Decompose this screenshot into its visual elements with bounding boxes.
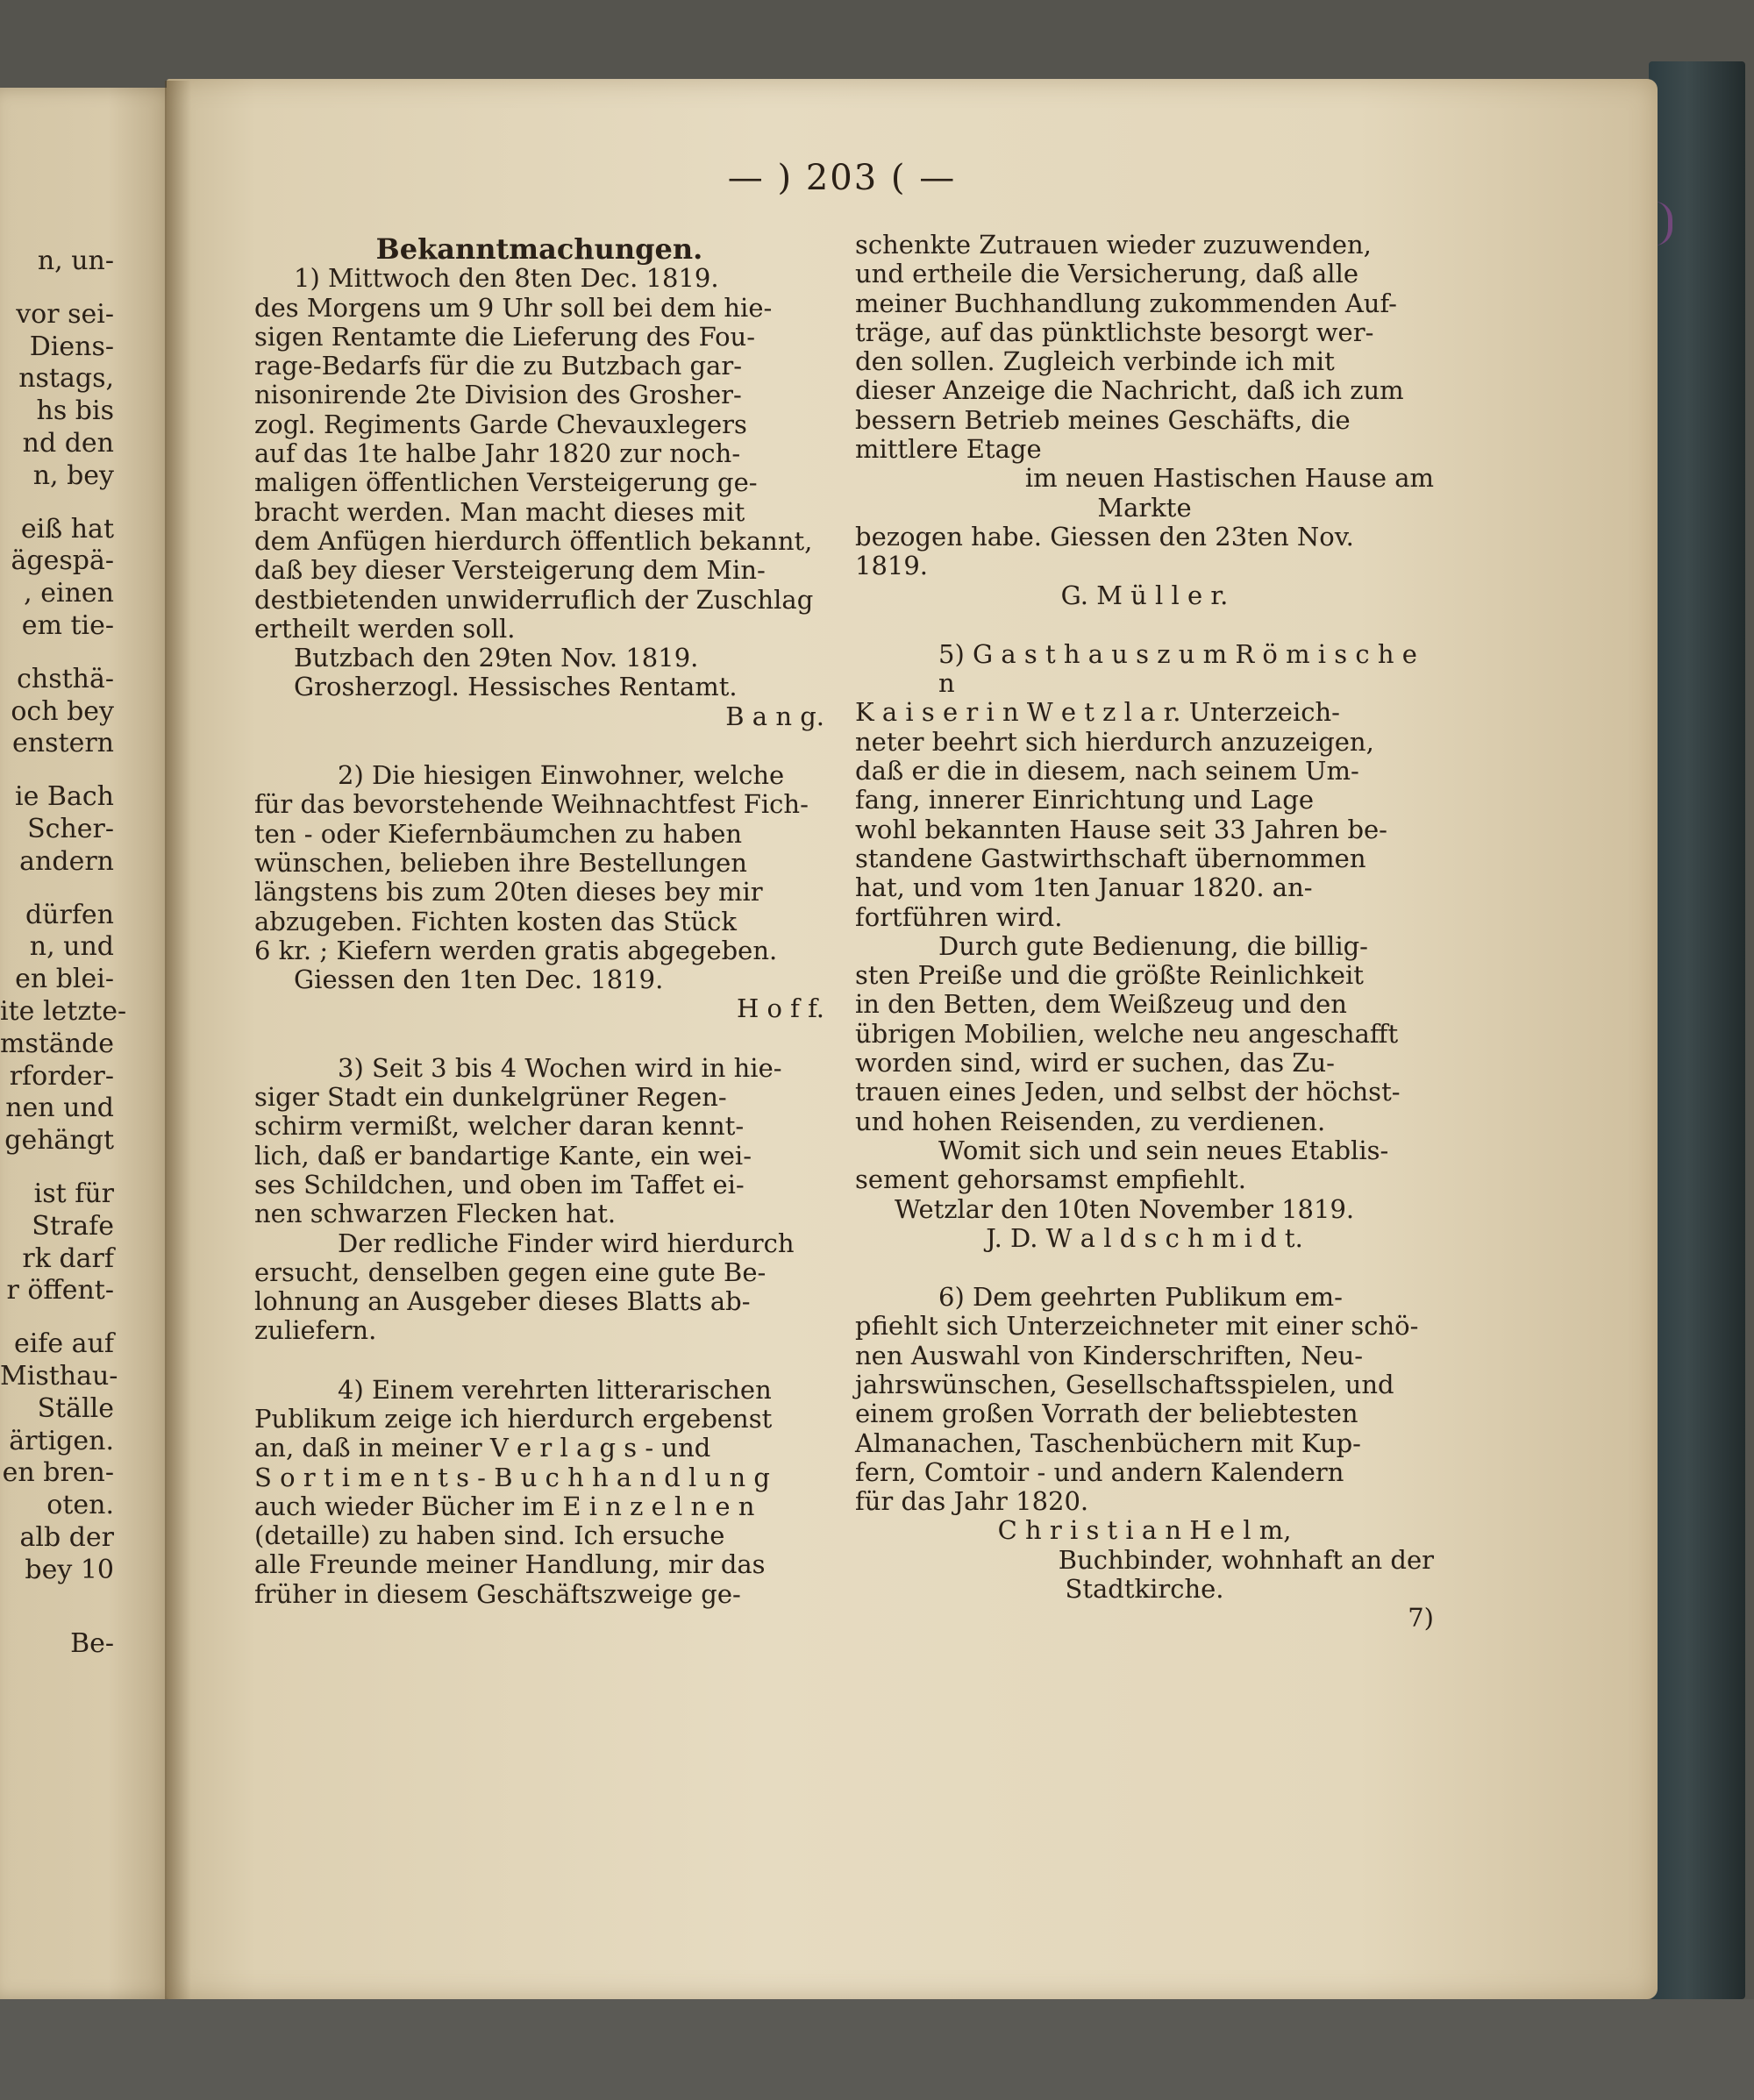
text-line: Grosherzogl. Hessisches Rentamt. — [294, 672, 738, 702]
left-page-fragment-line: dürfen — [25, 899, 114, 930]
text-line: 5) G a s t h a u s z u m R ö m i s c h e n — [938, 638, 1417, 699]
text-line: und ertheile die Versicherung, daß alle — [855, 259, 1359, 289]
text-line: 7) — [1408, 1603, 1434, 1634]
left-page-fragment-line — [0, 1157, 114, 1178]
text-line: K a i s e r i n W e t z l a r. Unterzeich- — [855, 697, 1340, 728]
text-line: neter beehrt sich hierdurch anzuzeigen, — [855, 726, 1374, 757]
text-line: nen Auswahl von Kinderschriften, Neu- — [855, 1340, 1364, 1370]
left-page-fragment-line: enstern — [12, 728, 114, 759]
text-line: zogl. Regiments Garde Chevauxlegers — [254, 409, 747, 439]
text-line: Womit sich und sein neues Etablis- — [938, 1135, 1389, 1165]
text-line: zuliefern. — [254, 1315, 377, 1346]
left-page-fragment-line: ägespä- — [11, 545, 114, 577]
left-page-fragment-line: rforder- — [9, 1060, 114, 1092]
text-line: 6) Dem geehrten Publikum em- — [938, 1282, 1343, 1313]
text-line: Markte — [1097, 492, 1192, 523]
text-line: hat, und vom 1ten Januar 1820. an- — [855, 872, 1313, 903]
text-line: fern, Comtoir - und andern Kalendern — [855, 1456, 1344, 1487]
text-line: dieser Anzeige die Nachricht, daß ich zum — [855, 375, 1404, 406]
text-line: an, daß in meiner V e r l a g s - und — [254, 1433, 711, 1463]
text-line: alle Freunde meiner Handlung, mir das — [254, 1549, 766, 1580]
section-title: Bekanntmachungen. — [375, 232, 703, 266]
text-line: sement gehorsamst empfiehlt. — [855, 1164, 1246, 1195]
text-line: C h r i s t i a n H e l m, — [997, 1515, 1292, 1546]
text-line: einem großen Vorrath der beliebtesten — [855, 1399, 1358, 1429]
text-line: (detaille) zu haben sind. Ich ersuche — [254, 1520, 725, 1551]
left-page-fragment-line: ist für — [33, 1178, 114, 1209]
text-line: maligen öffentlichen Versteigerung ge- — [254, 467, 758, 498]
left-page-fragment-line — [0, 1307, 114, 1328]
left-page-fragment-line: Strafe — [32, 1210, 114, 1242]
left-page-fragment-line: Diens- — [29, 331, 114, 362]
text-line: lohnung an Ausgeber dieses Blatts ab- — [254, 1286, 751, 1317]
text-line: bessern Betrieb meines Geschäfts, die — [855, 404, 1351, 435]
left-page-fragment-line: andern — [19, 845, 114, 877]
left-page-fragment-line — [0, 278, 114, 299]
text-line: daß er die in diesem, nach seinem Um- — [855, 756, 1359, 787]
text-line: früher in diesem Geschäftszweige ge- — [254, 1578, 741, 1609]
text-line: 1) Mittwoch den 8ten Dec. 1819. — [294, 263, 719, 294]
text-line: längstens bis zum 20ten dieses bey mir — [254, 877, 763, 908]
text-line: ertheilt werden soll. — [254, 613, 516, 644]
text-line: nen schwarzen Flecken hat. — [254, 1199, 617, 1229]
left-page-fragment-line: oten. — [46, 1490, 114, 1521]
text-line: sigen Rentamte die Lieferung des Fou- — [254, 321, 756, 352]
text-line: Stadtkirche. — [1065, 1574, 1224, 1605]
left-page-fragment-line — [0, 1586, 114, 1607]
text-line: jahrswünschen, Gesellschaftsspielen, und — [855, 1369, 1394, 1399]
text-line: schenkte Zutrauen wieder zuzuwenden, — [855, 230, 1372, 260]
left-page-fragment-line: eiß hat — [20, 513, 114, 545]
text-line: standene Gastwirthschaft übernommen — [855, 843, 1366, 873]
left-page-fragment-line — [0, 760, 114, 781]
left-page-fragment-line: Ställe — [37, 1392, 114, 1424]
text-line: 1819. — [855, 551, 929, 581]
paragraph-gap — [254, 731, 824, 761]
text-line: bracht werden. Man macht dieses mit — [254, 496, 745, 527]
left-page-fragment-line: r öffent- — [6, 1275, 114, 1306]
text-line: dem Anfügen hierdurch öffentlich bekannt, — [254, 525, 813, 556]
text-line: Der redliche Finder wird hierdurch — [338, 1228, 795, 1258]
text-line: mittlere Etage — [855, 434, 1042, 465]
scan-background — [0, 1999, 1754, 2100]
left-page-fragment-line: nd den — [22, 427, 114, 459]
text-line: Almanachen, Taschenbüchern mit Kup- — [855, 1427, 1361, 1458]
text-line: im neuen Hastischen Hause am — [1024, 463, 1434, 494]
text-line: ses Schildchen, und oben im Taffet ei- — [254, 1169, 745, 1199]
paragraph-gap — [254, 1024, 824, 1054]
text-line: übrigen Mobilien, welche neu angeschafft — [855, 1018, 1399, 1049]
book-cover-edge — [1649, 61, 1745, 1999]
left-page-text-fragments — [0, 246, 175, 1661]
text-line: des Morgens um 9 Uhr soll bei dem hie- — [254, 292, 773, 323]
text-line: fortführen wird. — [855, 901, 1063, 932]
text-line: 6 kr. ; Kiefern werden gratis abgegeben. — [254, 935, 778, 965]
text-line: für das bevorstehende Weihnachtfest Fich- — [254, 789, 809, 820]
left-page-fragment-line: Scher- — [27, 813, 114, 844]
left-page-fragment-line: ärtigen. — [9, 1425, 114, 1456]
left-page-fragment-line — [0, 643, 114, 664]
left-page-fragment-line: n, und — [29, 931, 114, 963]
left-page-fragment-line: nen und — [5, 1093, 114, 1124]
text-line: ten - oder Kiefernbäumchen zu haben — [254, 818, 743, 849]
text-line: Publikum zeige ich hierdurch ergebenst — [254, 1403, 773, 1434]
left-page-fragment-line: vor sei- — [16, 298, 114, 330]
text-line: S o r t i m e n t s - B u c h h a n d l u n g — [254, 1462, 770, 1492]
left-page-fragment-line: nstags, — [18, 363, 114, 395]
left-page-fragment-line: , einen — [24, 578, 114, 609]
left-page-fragment-line: en blei- — [15, 964, 114, 995]
text-line: träge, auf das pünktlichste besorgt wer- — [855, 317, 1374, 347]
text-line: und hohen Reisenden, zu verdienen. — [855, 1106, 1326, 1136]
left-page-fragment-line: rk darf — [22, 1242, 114, 1274]
paragraph-gap — [254, 1346, 824, 1376]
paragraph-gap — [855, 1253, 1434, 1283]
left-page-fragment-line: och bey — [11, 695, 114, 727]
left-page-fragment-line: n, un- — [37, 246, 114, 276]
text-line: schirm vermißt, welcher daran kennt- — [254, 1111, 745, 1142]
text-line: den sollen. Zugleich verbinde ich mit — [855, 346, 1335, 377]
text-line: trauen eines Jeden, und selbst der höchst- — [855, 1077, 1401, 1107]
left-page-fragment-line: chsthä- — [17, 663, 114, 694]
left-page-fragment-line — [0, 879, 114, 900]
left-page-fragment-line: bey 10 — [25, 1554, 114, 1585]
text-line: G. M ü l l e r. — [1060, 580, 1229, 610]
left-page-fragment-line — [0, 1607, 114, 1628]
left-text-column — [254, 232, 824, 1609]
left-page — [0, 88, 180, 1999]
left-page-fragment-line: em tie- — [21, 609, 114, 641]
text-line: lich, daß er bandartige Kante, ein wei- — [254, 1140, 752, 1171]
text-line: pfiehlt sich Unterzeichneter mit einer schö- — [855, 1311, 1419, 1342]
left-page-fragment-line: Misthau- — [0, 1360, 118, 1392]
text-line: J. D. W a l d s c h m i d t. — [986, 1222, 1303, 1253]
text-line: bezogen habe. Giessen den 23ten Nov. — [855, 521, 1354, 552]
left-page-fragment-line: alb der — [19, 1521, 114, 1553]
text-line: Durch gute Bedienung, die billig- — [938, 930, 1368, 961]
left-page-fragment-line: gehängt — [4, 1125, 114, 1157]
left-page-fragment-line: ie Bach — [15, 781, 114, 813]
right-text-column — [855, 231, 1434, 1634]
left-page-fragment-line: en bren- — [2, 1457, 114, 1489]
text-line: wünschen, belieben ihre Bestellungen — [254, 847, 747, 878]
text-line: für das Jahr 1820. — [855, 1486, 1089, 1517]
left-page-fragment-line: hs bis — [36, 395, 114, 427]
text-line: 4) Einem verehrten litterarischen — [338, 1374, 772, 1405]
text-line: meiner Buchhandlung zukommenden Auf- — [855, 288, 1397, 318]
left-page-fragment-line: n, bey — [32, 459, 114, 491]
left-page-fragment-line: eife auf — [13, 1328, 114, 1360]
text-line: siger Stadt ein dunkelgrüner Regen- — [254, 1082, 727, 1113]
text-line: in den Betten, dem Weißzeug und den — [855, 989, 1347, 1020]
text-line: ersucht, denselben gegen eine gute Be- — [254, 1256, 766, 1287]
text-line: daß bey dieser Versteigerung dem Min- — [254, 555, 766, 586]
text-line: sten Preiße und die größte Reinlichkeit — [855, 960, 1364, 991]
text-line: auf das 1te halbe Jahr 1820 zur noch- — [254, 438, 741, 469]
text-line: rage-Bedarfs für die zu Butzbach gar- — [254, 351, 743, 381]
text-line: Wetzlar den 10ten November 1819. — [895, 1193, 1355, 1224]
text-line: B a n g. — [725, 701, 824, 731]
text-line: wohl bekannten Hause seit 33 Jahren be- — [855, 814, 1387, 844]
text-line: Butzbach den 29ten Nov. 1819. — [294, 643, 699, 673]
text-line: nisonirende 2te Division des Grosher- — [254, 380, 742, 410]
text-line: destbietenden unwiderruflich der Zuschlag — [254, 584, 814, 615]
text-line: Buchbinder, wohnhaft an der — [1058, 1544, 1434, 1575]
text-line: auch wieder Bücher im E i n z e l n e n — [254, 1491, 755, 1521]
left-page-fragment-line — [0, 493, 114, 514]
left-page-fragment-line: mstände — [0, 1028, 115, 1059]
text-line: H o f f. — [736, 993, 824, 1024]
text-line: Giessen den 1ten Dec. 1819. — [294, 965, 664, 995]
text-line: fang, innerer Einrichtung und Lage — [855, 785, 1314, 815]
page-header: — ) 203 ( — — [727, 158, 957, 198]
left-page-fragment-line: ite letzte- — [0, 995, 127, 1027]
left-page-fragment-line: Be- — [70, 1628, 114, 1660]
text-line: abzugeben. Fichten kosten das Stück — [254, 906, 737, 936]
page-gutter — [165, 81, 191, 1999]
text-line: 2) Die hiesigen Einwohner, welche — [338, 760, 785, 791]
paragraph-gap — [855, 610, 1434, 640]
text-line: worden sind, wird er suchen, das Zu- — [855, 1048, 1335, 1078]
text-line: 3) Seit 3 bis 4 Wochen wird in hie- — [338, 1052, 782, 1083]
